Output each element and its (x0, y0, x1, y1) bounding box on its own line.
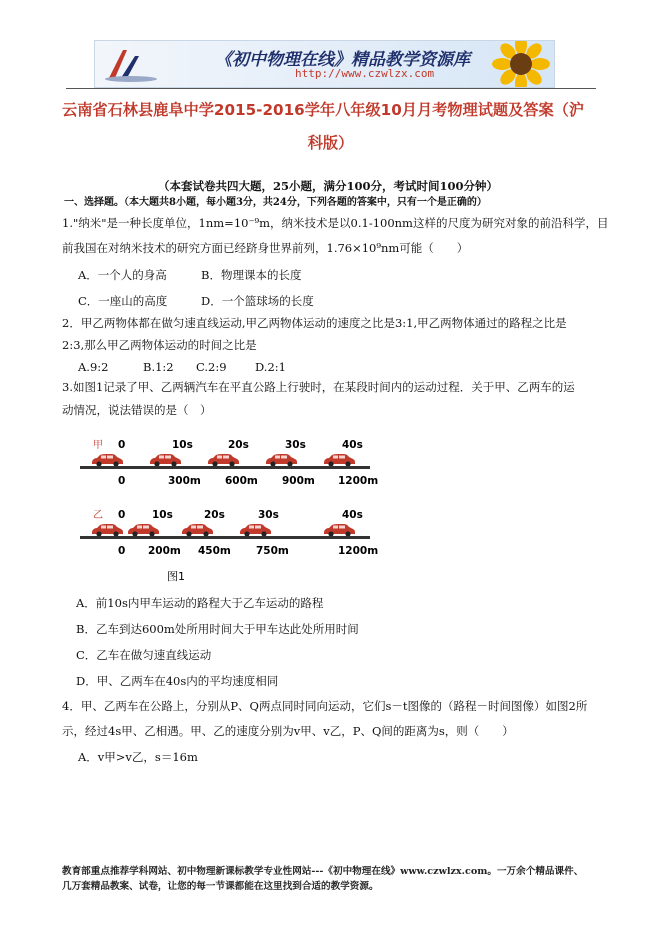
car-b-label: 乙 (93, 510, 103, 521)
car-a-dist-1: 300m (168, 475, 201, 487)
q2-option-d: D.2:1 (255, 360, 286, 374)
car-b-icon-0 (92, 524, 123, 537)
q3-option-c: C．乙车在做匀速直线运动 (76, 648, 212, 662)
car-a-icon-2 (208, 454, 239, 467)
q2-option-b: B.1:2 (143, 360, 174, 374)
car-a-label: 甲 (93, 440, 103, 451)
q3-line1: 3.如图1记录了甲、乙两辆汽车在平直公路上行驶时，在某段时间内的运动过程．关于甲、乙两车的运 (62, 380, 575, 394)
car-b-time-1: 10s (152, 509, 173, 521)
q1-option-c: C．一座山的高度 (78, 294, 168, 308)
q1-line1: 1."纳米"是一种长度单位，1nm=10⁻⁹m，纳米技术是以0.1-100nm这样的尺度为研究对象的前沿科学，目 (62, 216, 609, 230)
q2-line2: 2:3,那么甲乙两物体运动的时间之比是 (62, 338, 257, 352)
road-b (80, 536, 370, 539)
footer-line2: 几万套精品教案、试卷，让您的每一节课都能在这里找到合适的教学资源。 (62, 881, 379, 892)
page-title-line2: 科版） (307, 134, 354, 152)
car-a-dist-0: 0 (118, 475, 126, 487)
car-a-icon-3 (266, 454, 297, 467)
car-a-icon-1 (150, 454, 181, 467)
q4-line2: 示，经过4s甲、乙相遇。甲、乙的速度分别为v甲、v乙，P、Q间的距离为s，则（ ） (62, 724, 514, 738)
figure-1 (80, 430, 380, 590)
q3-option-a: A．前10s内甲车运动的路程大于乙车运动的路程 (76, 596, 324, 610)
exam-info: （本套试卷共四大题，25小题，满分100分，考试时间100分钟） (158, 179, 499, 193)
q1-option-a: A．一个人的身高 (78, 268, 167, 282)
header-banner (94, 40, 555, 88)
car-b-dist-2: 450m (198, 545, 231, 557)
banner-title: 《初中物理在线》精品教学资源库 (215, 50, 470, 70)
q1-option-b: B．物理课本的长度 (201, 268, 302, 282)
road-a (80, 466, 370, 469)
q4-line1: 4．甲、乙两车在公路上，分别从P、Q两点同时同向运动，它们s－t图像的（路程－时间图像）如图2所 (62, 699, 588, 713)
q3-option-d: D．甲、乙两车在40s内的平均速度相同 (76, 674, 279, 688)
sunflower-icon (492, 40, 550, 88)
car-b-dist-0: 0 (118, 545, 126, 557)
figure-1-caption: 图1 (167, 570, 185, 583)
car-b-time-4: 40s (342, 509, 363, 521)
car-b-time-0: 0 (118, 509, 126, 521)
car-b-time-3: 30s (258, 509, 279, 521)
car-b-icon-2 (182, 524, 213, 537)
car-b-dist-4: 1200m (338, 545, 379, 557)
q1-option-d: D．一个篮球场的长度 (201, 294, 314, 308)
car-a-dist-2: 600m (225, 475, 258, 487)
section-heading: 一、选择题。（本大题共8小题，每小题3分，共24分，下列各题的答案中，只有一个是正确的） (64, 197, 487, 208)
q4-option-a: A．v甲>v乙，s＝16m (78, 750, 198, 764)
page-footer (62, 864, 583, 894)
q2-line1: 2．甲乙两物体都在做匀速直线运动,甲乙两物体运动的速度之比是3:1,甲乙两物体通过的路程之比是 (62, 316, 567, 330)
car-b-icon-4 (324, 524, 355, 537)
car-b-icon-3 (240, 524, 271, 537)
banner-url[interactable]: http://www.czwlzx.com (295, 67, 435, 80)
car-a-dist-4: 1200m (338, 475, 379, 487)
site-logo-icon (101, 44, 161, 84)
header-divider (66, 88, 596, 89)
car-a-time-0: 0 (118, 439, 126, 451)
car-b-icon-1 (128, 524, 159, 537)
q3-line2: 动情况，说法错误的是（ ） (62, 403, 212, 417)
car-a-icon-0 (92, 454, 123, 467)
car-b-dist-1: 200m (148, 545, 181, 557)
car-b-time-2: 20s (204, 509, 225, 521)
q3-option-b: B．乙车到达600m处所用时间大于甲车达此处所用时间 (76, 622, 359, 636)
q1-line2: 前我国在对纳米技术的研究方面已经跻身世界前列，1.76×10⁹nm可能（ ） (62, 241, 469, 255)
car-a-icon-4 (324, 454, 355, 467)
car-a-time-1: 10s (172, 439, 193, 451)
car-b-dist-3: 750m (256, 545, 289, 557)
page-title-line1: 云南省石林县鹿阜中学2015-2016学年八年级10月月考物理试题及答案（沪 (62, 101, 585, 119)
footer-line1: 教育部重点推荐学科网站、初中物理新课标教学专业性网站---《初中物理在线》www.czwlzx.com。一万余个精品课件、 (62, 866, 584, 877)
q2-option-c: C.2:9 (196, 360, 227, 374)
q2-option-a: A.9:2 (78, 360, 109, 374)
car-a-time-2: 20s (228, 439, 249, 451)
car-a-dist-3: 900m (282, 475, 315, 487)
car-a-time-4: 40s (342, 439, 363, 451)
car-a-time-3: 30s (285, 439, 306, 451)
